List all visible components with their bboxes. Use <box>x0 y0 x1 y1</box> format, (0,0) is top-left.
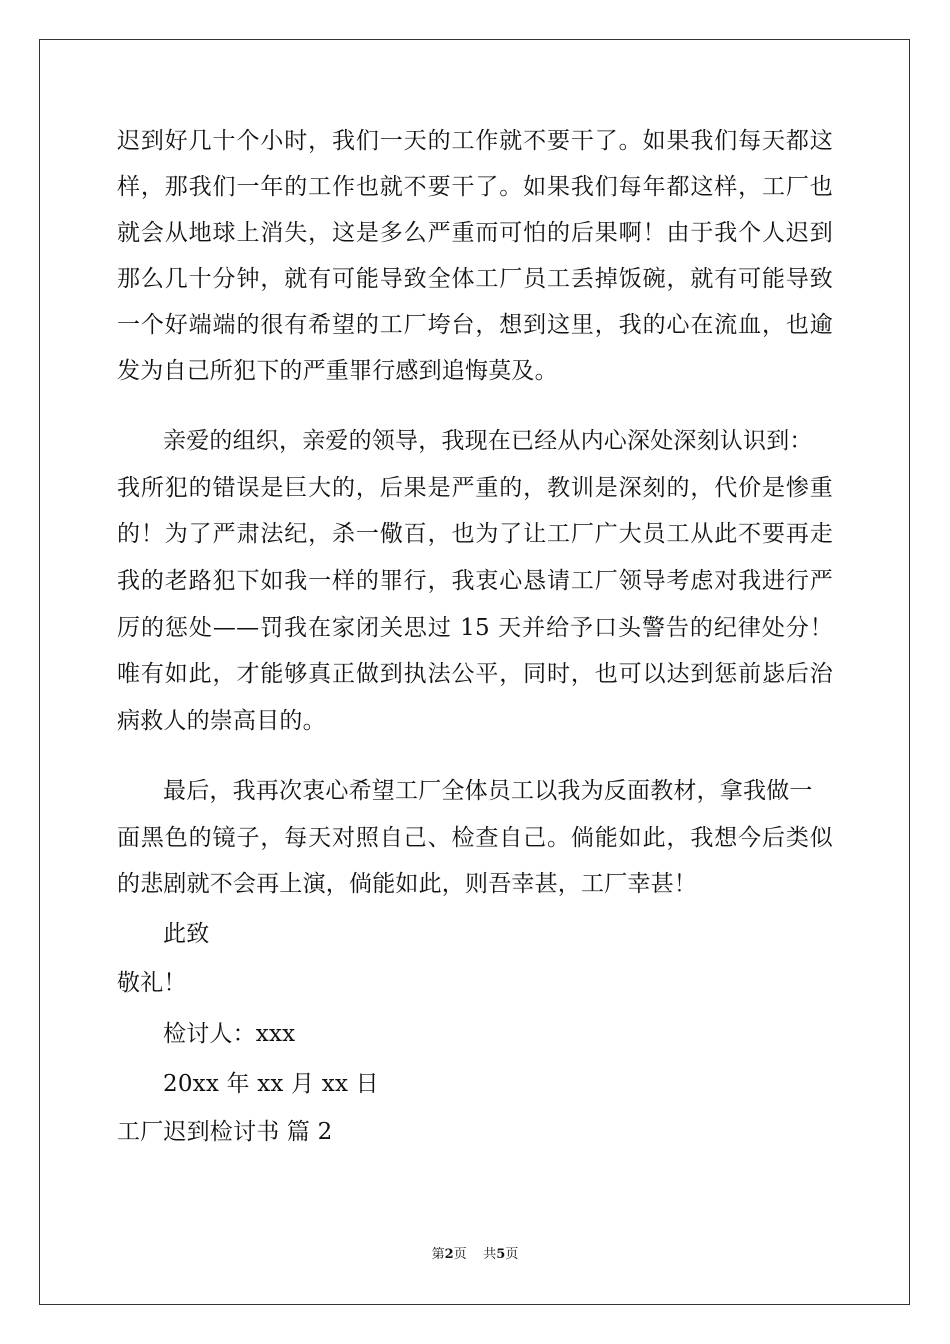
closing-salutation: 此致 <box>163 921 210 947</box>
text-line: 迟到好几十个小时，我们一天的工作就不要干了。如果我们每天都这 <box>117 128 833 154</box>
text-line: 厉的惩处——罚我在家闭关思过 15 天并给予口头警告的纪律处分！ <box>117 615 833 641</box>
page-footer <box>0 1246 950 1264</box>
page-number-prefix: 第 <box>431 1247 445 1262</box>
text-line: 一个好端端的很有希望的工厂垮台，想到这里，我的心在流血，也逾 <box>117 312 833 338</box>
text-line: 的悲剧就不会再上演，倘能如此，则吾幸甚，工厂幸甚！ <box>117 871 697 897</box>
text-line: 我所犯的错误是巨大的，后果是严重的，教训是深刻的，代价是惨重 <box>117 475 833 501</box>
signature-line: 检讨人：xxx <box>163 1021 296 1047</box>
text-line: 样，那我们一年的工作也就不要干了。如果我们每年都这样，工厂也 <box>117 174 833 200</box>
page-number-suffix: 页 <box>453 1247 467 1262</box>
text-line: 我的老路犯下如我一样的罪行，我衷心恳请工厂领导考虑对我进行严 <box>117 568 833 594</box>
total-pages-suffix: 页 <box>505 1247 519 1262</box>
text-line: 发为自己所犯下的严重罪行感到追悔莫及。 <box>117 358 558 384</box>
closing-respect: 敬礼！ <box>117 970 187 996</box>
text-line: 唯有如此，才能够真正做到执法公平，同时，也可以达到惩前毖后治 <box>117 661 833 687</box>
text-line: 的！为了严肃法纪，杀一儆百，也为了让工厂广大员工从此不要再走 <box>117 521 833 547</box>
text-line: 面黑色的镜子，每天对照自己、检查自己。倘能如此，我想今后类似 <box>117 825 833 851</box>
text-line: 亲爱的组织，亲爱的领导，我现在已经从内心深处深刻认识到： <box>163 428 813 454</box>
total-page-count: 5 <box>496 1247 506 1262</box>
current-page-number: 2 <box>444 1247 454 1262</box>
section-heading: 工厂迟到检讨书 篇 2 <box>117 1119 333 1145</box>
date-line: 20xx 年 xx 月 xx 日 <box>163 1071 379 1097</box>
total-pages-prefix: 共 <box>483 1247 497 1262</box>
text-line: 最后，我再次衷心希望工厂全体员工以我为反面教材，拿我做一 <box>163 778 813 804</box>
text-line: 那么几十分钟，就有可能导致全体工厂员工丢掉饭碗，就有可能导致 <box>117 266 833 292</box>
text-line: 病救人的崇高目的。 <box>117 708 326 734</box>
text-line: 就会从地球上消失，这是多么严重而可怕的后果啊！由于我个人迟到 <box>117 220 833 246</box>
